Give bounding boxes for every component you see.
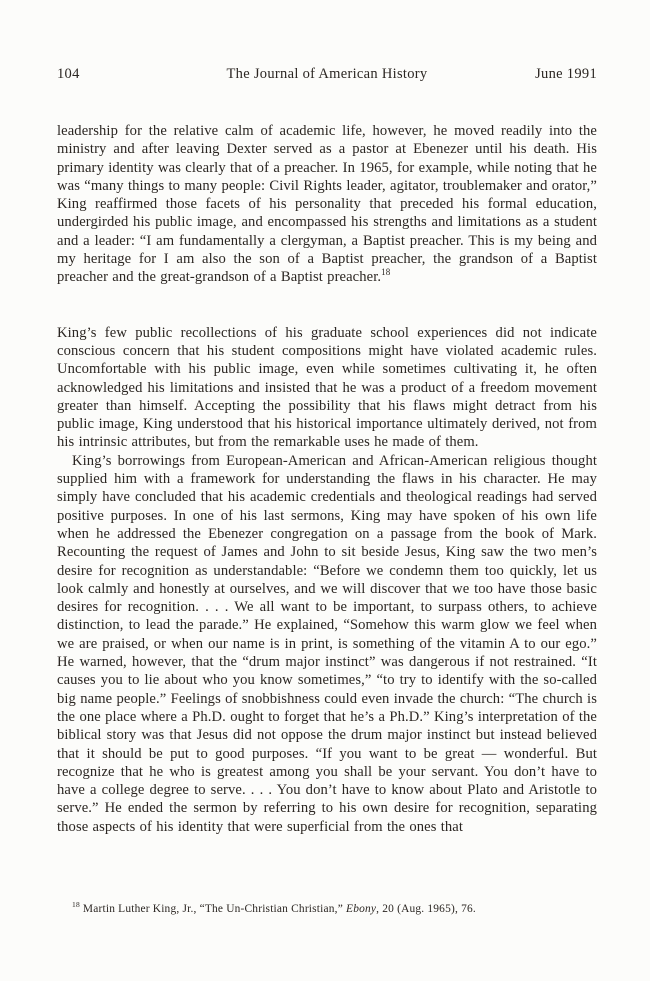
issue-date: June 1991 [535,66,597,82]
footnote [57,902,597,916]
paragraph-indented [57,452,597,836]
footnote-citation-tail: , 20 (Aug. 1965), 76. [376,903,476,915]
paragraph-text: King’s borrowings from European-American and African-American religious thought supplied him with a framework for understanding the flaws in his character. He may simply have concluded that his academic credentials and theological readings had served positive purposes. In one of his last sermons, King may have spoken of his own life when he addressed the Ebenezer congregation on a passage from the book of Mark. Recounting the request of James and John to sit beside Jesus, King saw the two men’s desire for recognition as understandable: “Before we condemn them too quickly, let us look calmly and honestly at ourselves, and we will discover that we too have those basic desires for recognition. . . . We all want to be important, to surpass others, to achieve distinction, to lead the parade.” He explained, “Somehow this warm glow we feel when we are praised, or when our name is in print, is something of the vitamin A to our ego.” He warned, however, that the “drum major instinct” was dangerous if not restrained. “It causes you to lie about who you know sometimes,” “to try to identify with the so-called big name people.” Feelings of snobbishness could even invade the church: “The church is the one place where a Ph.D. ought to forget that he’s a Ph.D.” King’s interpretation of the biblical story was that Jesus did not oppose the drum major instinct but instead believed that it should be put to good purposes. “If you want to be great — wonderful. But recognize that he who is greatest among you shall be your servant. You don’t have to have a college degree to serve. . . . You don’t have to know about Plato and Aristotle to serve.” He ended the sermon by referring to his own desire for recognition, separating those aspects of his identity that were superficial from the ones that [57,452,597,835]
footnote-number: 18 [72,900,80,910]
footnote-citation: Martin Luther King, Jr., “The Un-Christian Christian,” [82,903,347,915]
page-number: 104 [57,66,80,82]
article-text [57,122,597,836]
journal-title: The Journal of American History [226,66,428,82]
running-head [57,66,597,83]
paragraph-continued [57,122,597,287]
footnote-ref-marker: 18 [381,267,391,278]
paragraph-text: King’s few public recollections of his graduate school experiences did not indicate conscious concern that his student compositions might have violated academic rules. Uncomfortable with his public image, even while sometimes cultivating it, he often acknowledged his limitations and insisted that he was a product of a freedom movement greater than himself. Accepting the possibility that his flaws might detract from his public image, King understood that his historical importance ultimately derived, not from his intrinsic attributes, but from the remarkable uses he made of them. [57,324,597,451]
paragraph-text: leadership for the relative calm of academic life, however, he moved readily into the ministry and after leaving Dexter served as a pastor at Ebenezer until his death. His primary identity was clearly that of a preacher. In 1965, for example, while noting that he was “many things to many people: Civil Rights leader, agitator, troublemaker and orator,” King reaffirmed those facets of his personality that preceded his formal education, undergirded his public image, and encompassed his strengths and limitations as a student and a leader: “I am fundamentally a clergyman, a Baptist preacher. This is my being and my heritage for I am also the son of a Baptist preacher, the grandson of a Baptist preacher and the great-grandson of a Baptist preacher. [57,123,597,286]
footnote-source-title: Ebony [346,903,377,915]
paragraph-section [57,324,597,452]
